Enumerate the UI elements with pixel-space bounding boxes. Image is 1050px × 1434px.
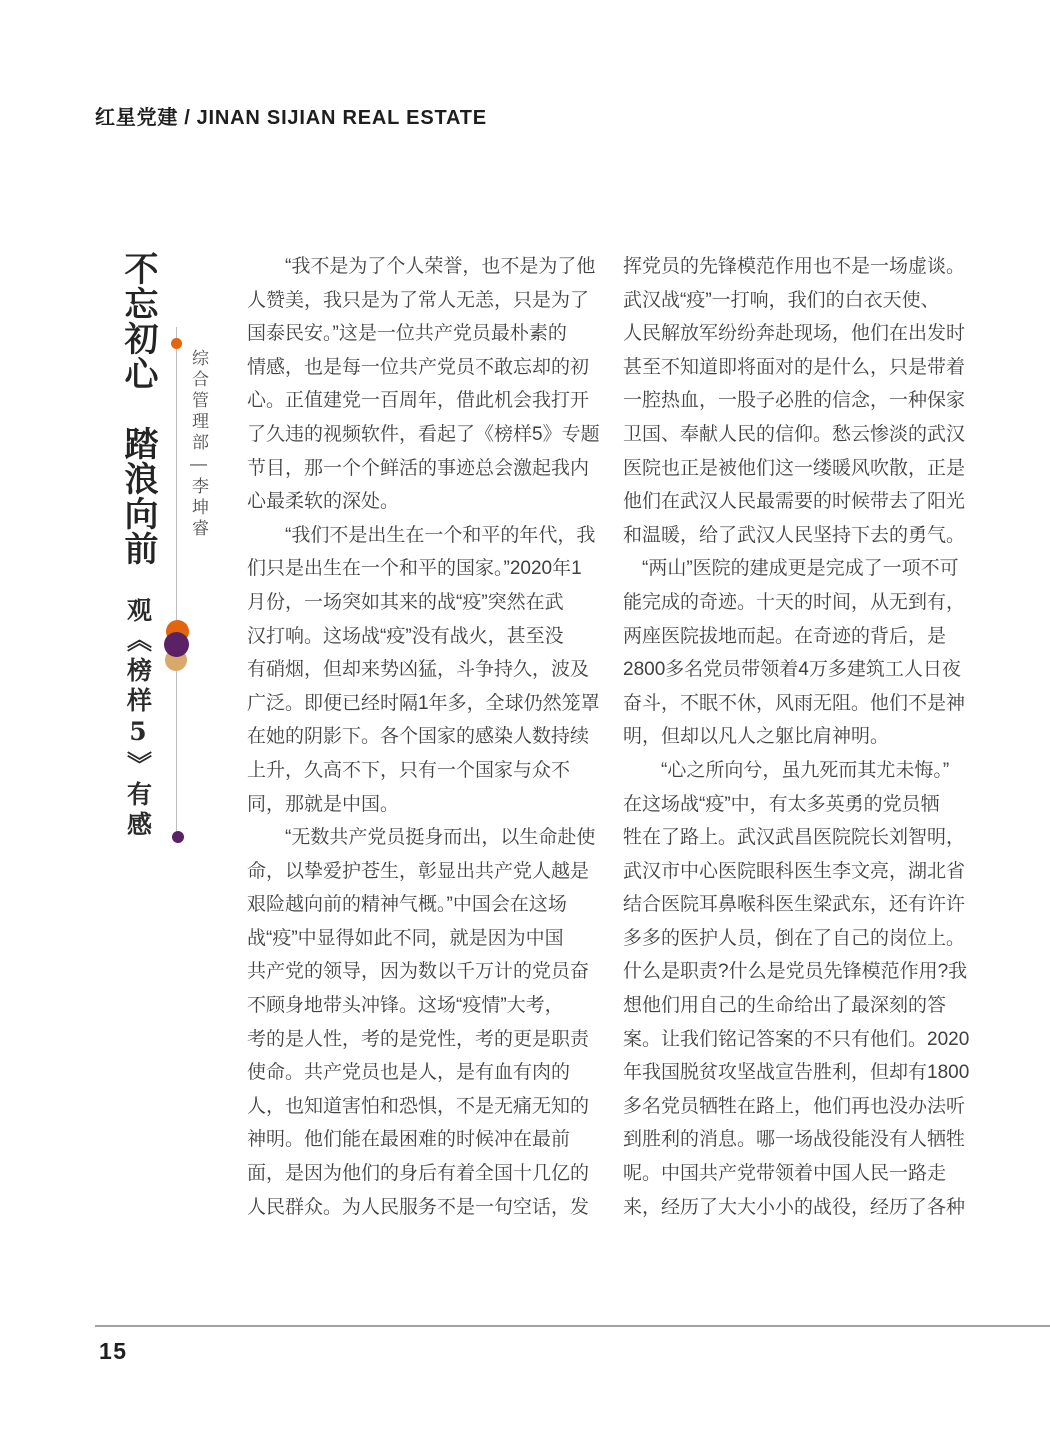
text-line: 到胜利的消息。哪一场战役能没有人牺牲 xyxy=(623,1129,966,1151)
running-head-en: JINAN SIJIAN REAL ESTATE xyxy=(196,107,487,129)
text-line: 月份，一场突如其来的战“疫”突然在武 xyxy=(247,591,564,613)
text-line: 年我国脱贫攻坚战宣告胜利，但却有1800 xyxy=(623,1062,970,1084)
article-subtitle: 观《榜样5》有感 xyxy=(123,597,153,841)
text-line: 战“疫”中显得如此不同，就是因为中国 xyxy=(247,927,564,949)
text-line: 艰险越向前的精神气概。”中国会在这场 xyxy=(247,894,567,916)
text-line: 人民解放军纷纷奔赴现场，他们在出发时 xyxy=(623,323,966,345)
text-line: “无数共产党员挺身而出，以生命赴使 xyxy=(247,827,596,849)
text-line: 两座医院拔地而起。在奇迹的背后，是 xyxy=(623,625,947,647)
text-line: 奋斗，不眠不休，风雨无阻。他们不是神 xyxy=(623,692,966,714)
text-line: 在她的阴影下。各个国家的感染人数持续 xyxy=(247,726,590,748)
text-line: “两山”医院的建成更是完成了一项不可 xyxy=(623,558,959,580)
text-line: 节目，那一个个鲜活的事迹总会激起我内 xyxy=(247,457,590,479)
decoration-dot-purple-large xyxy=(164,632,189,657)
text-line: 甚至不知道即将面对的是什么，只是带着 xyxy=(623,356,966,378)
text-line: 人赞美，我只是为了常人无恙，只是为了 xyxy=(247,289,590,311)
text-line: “我不是为了个人荣誉，也不是为了他 xyxy=(247,256,596,277)
decorative-vertical-rule xyxy=(176,327,177,837)
article-title-block xyxy=(110,251,166,841)
text-line: 们只是出生在一个和平的国家。”2020年1 xyxy=(247,558,582,580)
page-number: 15 xyxy=(99,1338,128,1364)
text-line: 广泛。即便已经时隔1年多，全球仍然笼罩 xyxy=(247,692,600,714)
text-line: 心。正值建党一百周年，借此机会我打开 xyxy=(247,390,590,412)
text-line: 国泰民安。”这是一位共产党员最朴素的 xyxy=(247,323,567,345)
text-line: “心之所向兮，虽九死而其尤未悔。” xyxy=(623,759,950,781)
text-line: 卫国、奉献人民的信仰。愁云惨淡的武汉 xyxy=(623,423,966,445)
text-line: 来，经历了大大小小的战役，经历了各种 xyxy=(623,1196,966,1218)
author-credit: 综合管理部—李坤睿 xyxy=(189,349,208,540)
text-line: 人，也知道害怕和恐惧，不是无痛无知的 xyxy=(247,1095,590,1117)
text-line: 心最柔软的深处。 xyxy=(247,491,400,513)
text-line: 了久违的视频软件，看起了《榜样5》专题 xyxy=(247,423,600,445)
text-line: 结合医院耳鼻喉科医生梁武东，还有许许 xyxy=(623,894,966,916)
running-head-cn: 红星党建 xyxy=(95,107,179,129)
text-line: 不顾身地带头冲锋。这场“疫情”大考， xyxy=(247,995,564,1017)
text-line: 共产党的领导，因为数以千万计的党员奋 xyxy=(247,961,590,983)
decoration-dot-purple-small xyxy=(172,831,184,843)
text-line: 武汉市中心医院眼科医生李文亮，湖北省 xyxy=(623,860,966,882)
text-line: 命，以挚爱护苍生，彰显出共产党人越是 xyxy=(247,860,590,882)
text-line: 医院也正是被他们这一缕暖风吹散，正是 xyxy=(623,457,966,479)
text-line: 能完成的奇迹。十天的时间，从无到有， xyxy=(623,591,966,613)
text-line: 想他们用自己的生命给出了最深刻的答 xyxy=(623,995,947,1017)
text-line: 明，但却以凡人之躯比肩神明。 xyxy=(623,726,890,748)
text-line: 考的是人性，考的是党性，考的更是职责 xyxy=(247,1028,590,1050)
text-line: “我们不是出生在一个和平的年代，我 xyxy=(247,524,596,546)
text-line: 挥党员的先锋模范作用也不是一场虚谈。 xyxy=(623,256,966,277)
text-line: 一腔热血，一股子必胜的信念，一种保家 xyxy=(623,390,966,412)
text-line: 案。让我们铭记答案的不只有他们。2020 xyxy=(623,1028,970,1050)
text-line: 同，那就是中国。 xyxy=(247,793,400,815)
text-line: 上升，久高不下，只有一个国家与众不 xyxy=(247,759,571,781)
text-line: 什么是职责?什么是党员先锋模范作用?我 xyxy=(623,961,968,983)
text-line: 呢。中国共产党带领着中国人民一路走 xyxy=(623,1163,947,1185)
article-title: 不忘初心 踏浪向前 xyxy=(118,251,158,566)
running-head-separator: / xyxy=(184,107,191,129)
text-line: 多名党员牺牲在路上，他们再也没办法听 xyxy=(623,1095,966,1117)
text-line: 他们在武汉人民最需要的时候带去了阳光 xyxy=(623,491,966,513)
decoration-dot-orange-small xyxy=(171,338,182,349)
text-line: 使命。共产党员也是人，是有血有肉的 xyxy=(247,1062,571,1084)
text-line: 有硝烟，但却来势凶猛，斗争持久，波及 xyxy=(247,659,590,681)
text-line: 多多的医护人员，倒在了自己的岗位上。 xyxy=(623,927,966,949)
text-line: 武汉战“疫”一打响，我们的白衣天使、 xyxy=(623,289,940,311)
article-column-2 xyxy=(623,250,970,1224)
text-line: 神明。他们能在最困难的时候冲在最前 xyxy=(247,1129,571,1151)
text-line: 人民群众。为人民服务不是一句空话，发 xyxy=(247,1196,590,1218)
text-line: 面，是因为他们的身后有着全国十几亿的 xyxy=(247,1163,590,1185)
article-column-1 xyxy=(247,250,600,1224)
running-head xyxy=(95,101,487,130)
footer-rule xyxy=(95,1325,1050,1327)
text-line: 在这场战“疫”中，有太多英勇的党员牺 xyxy=(623,793,940,815)
text-line: 和温暖，给了武汉人民坚持下去的勇气。 xyxy=(623,524,966,546)
text-line: 情感，也是每一位共产党员不敢忘却的初 xyxy=(247,356,590,378)
text-line: 汉打响。这场战“疫”没有战火，甚至没 xyxy=(247,625,564,647)
text-line: 2800多名党员带领着4万多建筑工人日夜 xyxy=(623,659,961,681)
text-line: 牲在了路上。武汉武昌医院院长刘智明， xyxy=(623,827,966,849)
